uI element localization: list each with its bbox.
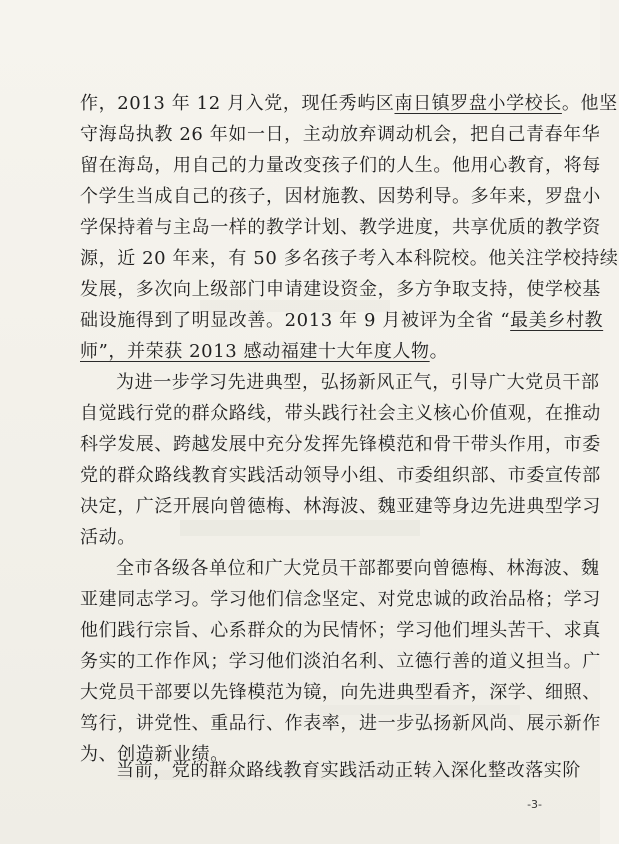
p1-line-8-a: 础设施得到了明显改善。2013 年 9 月被评为全省 “	[80, 310, 511, 331]
p1-line-3: 留在海岛，用自己的力量改变孩子们的人生。他用心教育，将每	[80, 155, 601, 176]
p1-line-8	[80, 305, 604, 336]
paragraph-2	[80, 367, 601, 553]
underlined-school-name: 南日镇罗盘小学校长	[394, 93, 562, 114]
p1-line-1	[80, 88, 618, 119]
p1-line-7: 发展，多次向上级部门申请建设资金，多方争取支持，使学校基	[80, 279, 601, 300]
p3-line-2: 亚建同志学习。学习他们信念坚定、对党忠诚的政治品格；学习	[80, 589, 601, 610]
underlined-award-start: 最美乡村教	[510, 310, 604, 331]
p2-line-2: 自觉践行党的群众路线，带头践行社会主义核心价值观，在推动	[80, 403, 601, 424]
p4-line-1: 当前，党的群众路线教育实践活动正转入深化整改落实阶	[116, 760, 581, 781]
p2-line-5: 决定，广泛开展向曾德梅、林海波、魏亚建等身边先进典型学习	[80, 496, 601, 517]
p3-line-3: 他们践行宗旨、心系群众的为民情怀；学习他们埋头苦干、求真	[80, 620, 601, 641]
p1-line-9	[80, 336, 540, 367]
p2-line-1: 为进一步学习先进典型，弘扬新风正气，引导广大党员干部	[116, 372, 600, 393]
p3-line-7: 为、创造新业绩。	[80, 744, 229, 765]
p2-line-4: 党的群众路线教育实践活动领导小组、市委组织部、市委宣传部	[80, 465, 601, 486]
p3-line-5: 大党员干部要以先锋模范为镜，向先进典型看齐，深学、细照、	[80, 682, 601, 703]
underlined-award-end: 师”，并荣获 2013 感动福建十大年度人物	[80, 341, 430, 362]
p1-line-4: 个学生当成自己的孩子，因材施教、因势利导。多年来，罗盘小	[80, 186, 601, 207]
p1-line-5: 学保持着与主岛一样的教学计划、教学进度，共享优质的教学资	[80, 217, 601, 238]
p3-line-4: 务实的工作作风；学习他们淡泊名利、立德行善的道义担当。广	[80, 651, 601, 672]
p3-line-1: 全市各级各单位和广大党员干部都要向曾德梅、林海波、魏	[116, 558, 600, 579]
p1-line-6: 源，近 20 年来，有 50 多名孩子考入本科院校。他关注学校持续	[80, 248, 619, 269]
p1-line-9-end: 。	[429, 341, 449, 362]
paragraph-4	[80, 755, 581, 786]
p2-line-6: 活动。	[80, 527, 136, 548]
p1-line-1-a: 作，2013 年 12 月入党，现任秀屿区	[80, 93, 395, 114]
page-number: -3-	[527, 798, 542, 811]
p3-line-6: 笃行，讲党性、重品行、作表率，进一步弘扬新风尚、展示新作	[80, 713, 601, 734]
paragraph-1	[80, 88, 619, 367]
p2-line-3: 科学发展、跨越发展中充分发挥先锋模范和骨干带头作用，市委	[80, 434, 601, 455]
p1-line-1-c: 。他坚	[561, 93, 618, 114]
paragraph-3	[80, 553, 601, 770]
p1-line-2: 守海岛执教 26 年如一日，主动放弃调动机会，把自己青春年华	[80, 124, 601, 145]
full-text-store	[0, 0, 1, 1]
